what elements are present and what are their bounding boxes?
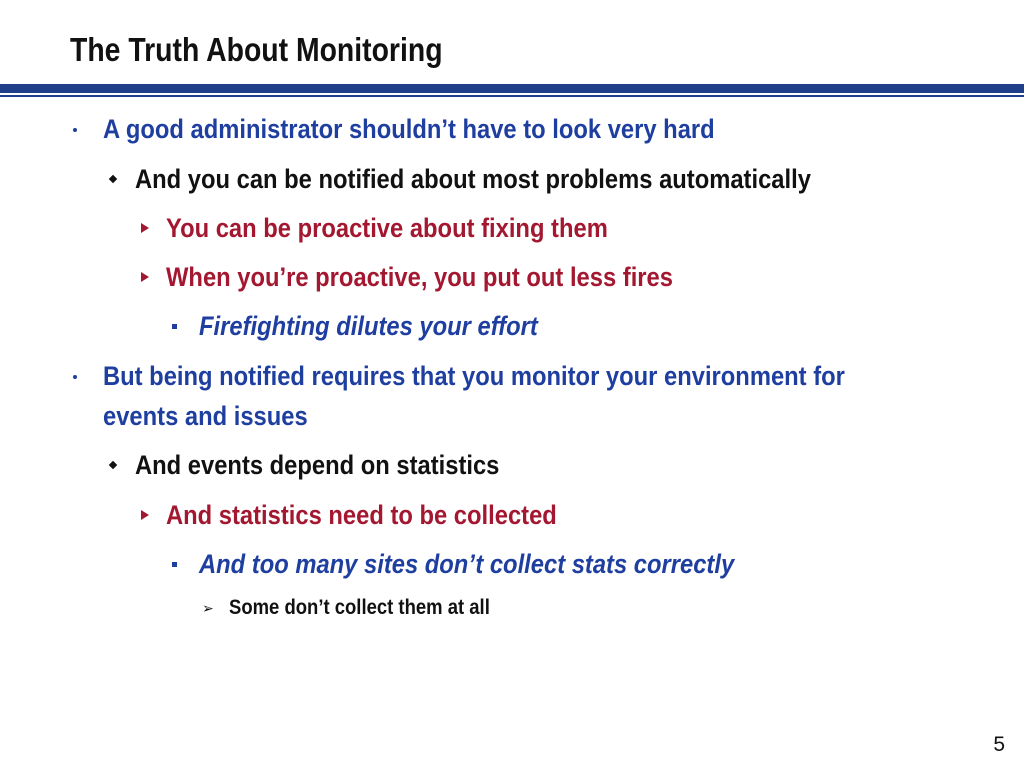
- triangle-bullet-icon: [141, 223, 149, 233]
- diamond-bullet-icon: [109, 175, 117, 183]
- bullet-text: And statistics need to be collected: [166, 500, 557, 530]
- bullet-text: Some don’t collect them at all: [229, 596, 490, 619]
- diamond-bullet-icon: [109, 461, 117, 469]
- bullet-text: And events depend on statistics: [135, 450, 500, 480]
- square-bullet-icon: [172, 562, 177, 567]
- slide-title: The Truth About Monitoring: [70, 31, 443, 68]
- triangle-bullet-icon: [141, 272, 149, 282]
- bullet-text: You can be proactive about fixing them: [166, 213, 608, 243]
- page-number: 5: [993, 733, 1005, 756]
- bullet-text: A good administrator shouldn’t have to look very hard: [103, 114, 715, 144]
- dot-bullet-icon: [73, 128, 77, 132]
- bullet-text: When you’re proactive, you put out less fires: [166, 262, 673, 292]
- bullet-text: Firefighting dilutes your effort: [199, 311, 538, 341]
- bullet-text-line2: events and issues: [103, 401, 308, 431]
- bullet-text: And you can be notified about most problems automatically: [135, 164, 811, 194]
- bullet-text-line1: But being notified requires that you monitor your environment for: [103, 361, 845, 391]
- square-bullet-icon: [172, 324, 177, 329]
- bullet-text: And too many sites don’t collect stats correctly: [199, 549, 735, 579]
- triangle-bullet-icon: [141, 510, 149, 520]
- arrowhead-bullet-icon: ➢: [202, 601, 214, 617]
- dot-bullet-icon: [73, 375, 77, 379]
